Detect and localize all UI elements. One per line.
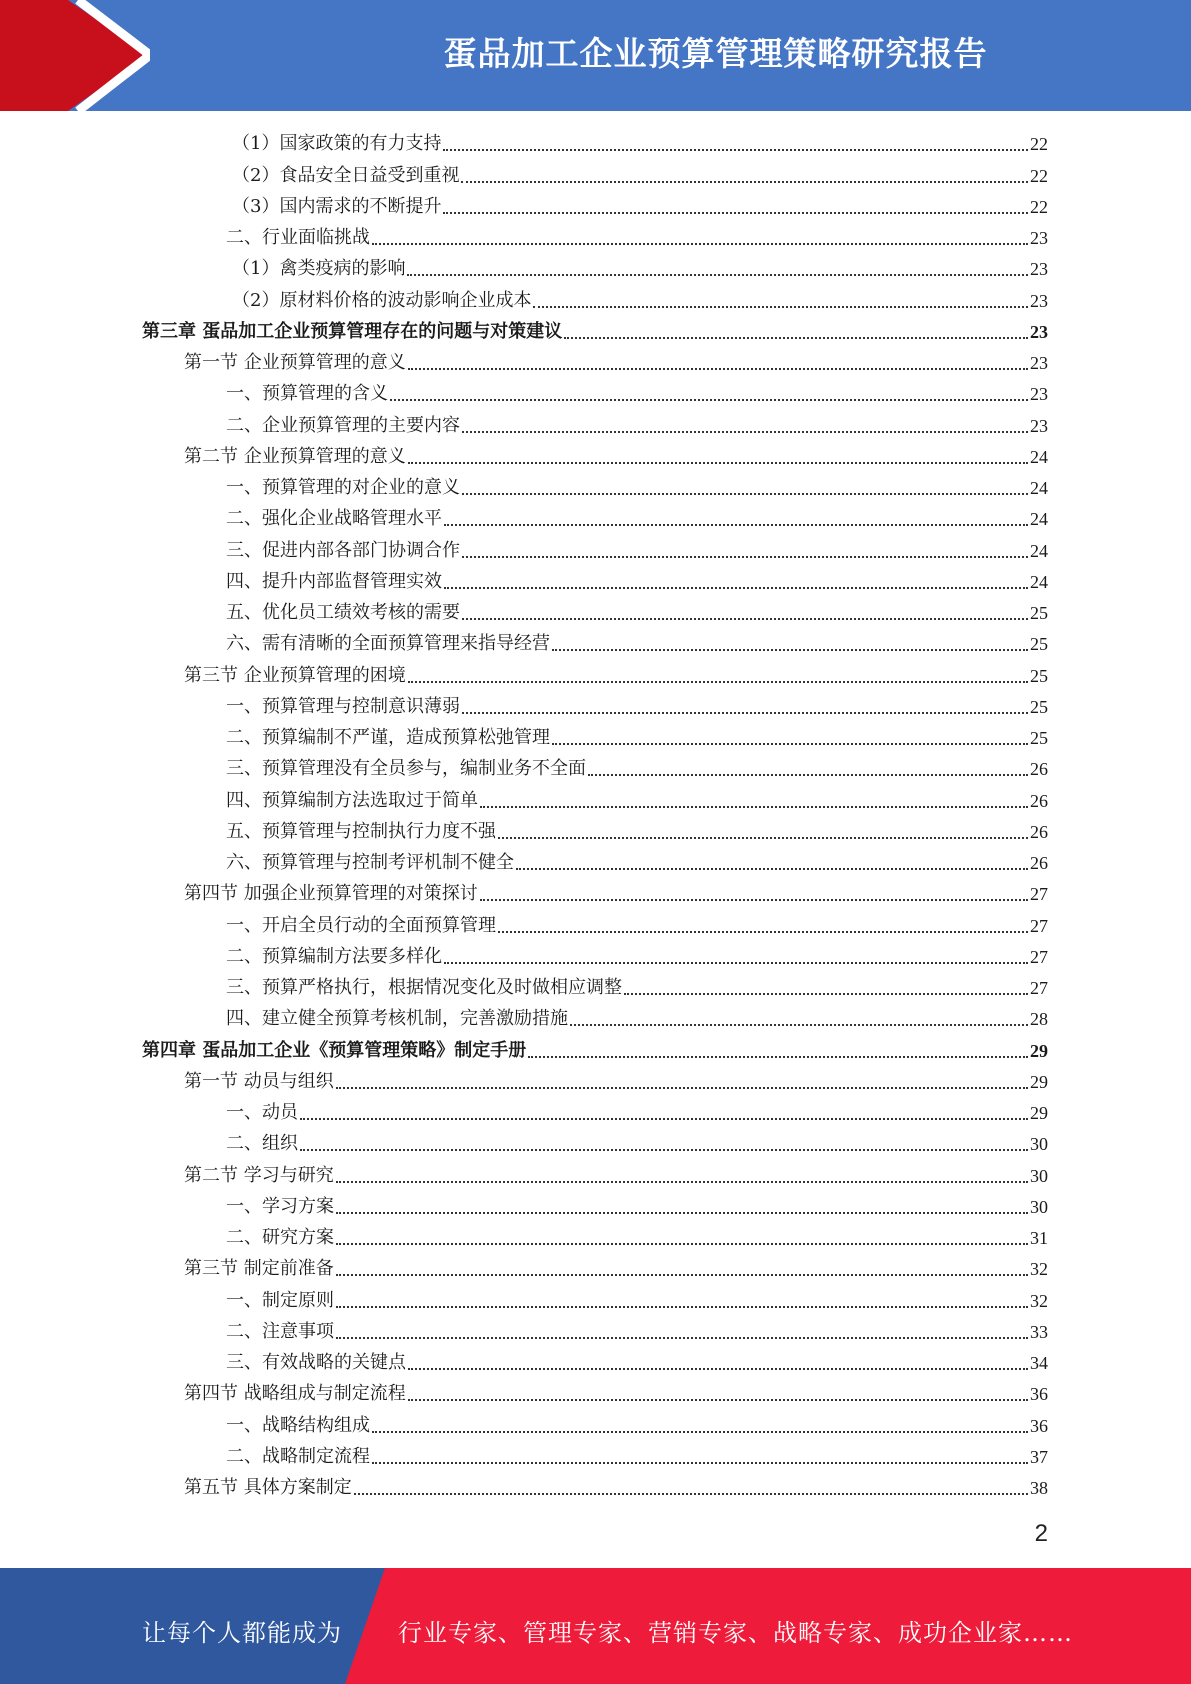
toc-entry[interactable] (142, 878, 1048, 909)
toc-entry-page-number: 23 (1030, 321, 1048, 342)
toc-entry[interactable] (142, 347, 1048, 378)
toc-entry[interactable] (142, 597, 1048, 628)
toc-entry-title: 第一节 企业预算管理的意义 (184, 352, 406, 373)
toc-entry-title: 第三章 蛋品加工企业预算管理存在的问题与对策建议 (142, 320, 563, 342)
toc-entry-page-number: 23 (1030, 290, 1048, 311)
toc-dot-leader (408, 461, 1028, 464)
toc-dot-leader (444, 586, 1028, 589)
toc-entry-page-number: 26 (1030, 790, 1048, 811)
toc-dot-leader (552, 648, 1028, 651)
toc-entry-title: 二、预算编制不严谨，造成预算松弛管理 (226, 727, 550, 748)
toc-entry-page-number: 31 (1030, 1228, 1048, 1248)
header-red-chevron (0, 0, 148, 111)
toc-entry-page-number: 32 (1030, 1259, 1048, 1280)
toc-entry-page-number: 24 (1030, 571, 1048, 592)
toc-entry[interactable] (142, 1097, 1048, 1128)
table-of-contents (142, 128, 1048, 1503)
toc-entry[interactable] (142, 1066, 1048, 1097)
toc-entry-title: 六、需有清晰的全面预算管理来指导经营 (226, 633, 550, 655)
toc-entry-title: 一、战略结构组成 (226, 1414, 370, 1436)
toc-entry[interactable] (142, 784, 1048, 815)
toc-dot-leader (354, 1492, 1028, 1495)
toc-entry[interactable] (142, 628, 1048, 659)
toc-entry-page-number: 30 (1030, 1134, 1048, 1155)
toc-entry-page-number: 23 (1030, 353, 1048, 373)
toc-entry-title: （2）食品安全日益受到重视 (232, 164, 460, 186)
toc-dot-leader (533, 305, 1028, 308)
toc-entry[interactable] (142, 1441, 1048, 1472)
toc-entry-page-number: 27 (1030, 915, 1048, 936)
toc-dot-leader (408, 367, 1028, 370)
toc-entry-page-number: 36 (1030, 1384, 1048, 1405)
toc-dot-leader (444, 523, 1028, 526)
toc-entry-title: 四、提升内部监督管理实效 (226, 570, 442, 592)
toc-entry-title: 一、预算管理的对企业的意义 (226, 477, 460, 498)
toc-dot-leader (372, 1430, 1028, 1433)
toc-entry-page-number: 27 (1030, 946, 1048, 967)
toc-entry-page-number: 26 (1030, 759, 1048, 780)
toc-entry-page-number: 24 (1030, 446, 1048, 467)
toc-entry[interactable] (142, 1159, 1048, 1190)
toc-entry-title: （3）国内需求的不断提升 (232, 195, 442, 217)
toc-entry[interactable] (142, 316, 1048, 347)
toc-dot-leader (498, 930, 1028, 933)
toc-entry[interactable] (142, 1128, 1048, 1159)
toc-entry-page-number: 28 (1030, 1009, 1048, 1030)
toc-dot-leader (588, 773, 1028, 776)
toc-entry[interactable] (142, 159, 1048, 190)
toc-entry-title: 一、预算管理与控制意识薄弱 (226, 695, 460, 717)
header-red-arrow-decoration (0, 0, 150, 111)
toc-dot-leader (336, 1273, 1028, 1276)
toc-entry-page-number: 29 (1030, 1071, 1048, 1092)
toc-entry-page-number: 22 (1030, 165, 1048, 186)
toc-entry-title: 五、优化员工绩效考核的需要 (226, 602, 460, 623)
toc-entry-title: 第一节 动员与组织 (184, 1070, 334, 1092)
toc-entry-title: 二、组织 (226, 1133, 298, 1155)
toc-entry[interactable] (142, 1409, 1048, 1440)
toc-entry-title: 三、有效战略的关键点 (226, 1352, 406, 1373)
toc-entry-page-number: 26 (1030, 821, 1048, 842)
toc-entry[interactable] (142, 1347, 1048, 1378)
toc-entry[interactable] (142, 128, 1048, 159)
toc-entry-title: 三、预算管理没有全员参与，编制业务不全面 (226, 758, 586, 780)
toc-entry-title: （1）国家政策的有力支持 (232, 133, 442, 155)
toc-entry[interactable] (142, 909, 1048, 940)
toc-entry-title: 三、促进内部各部门协调合作 (226, 539, 460, 561)
toc-dot-leader (462, 555, 1028, 558)
toc-entry[interactable] (142, 941, 1048, 972)
toc-entry-page-number: 29 (1030, 1040, 1048, 1061)
toc-entry-title: 二、注意事项 (226, 1320, 334, 1342)
toc-entry-page-number: 30 (1030, 1196, 1048, 1217)
page-footer (0, 1568, 1191, 1684)
toc-entry[interactable] (142, 1253, 1048, 1284)
toc-dot-leader (336, 1211, 1028, 1214)
toc-entry-title: （2）原材料价格的波动影响企业成本 (232, 289, 532, 311)
toc-entry[interactable] (142, 1284, 1048, 1315)
toc-entry-page-number: 38 (1030, 1478, 1048, 1498)
toc-dot-leader (570, 1023, 1028, 1026)
toc-entry-title: 一、动员 (226, 1102, 298, 1123)
toc-dot-leader (498, 836, 1028, 839)
toc-entry-page-number: 36 (1030, 1415, 1048, 1436)
toc-dot-leader (528, 1055, 1028, 1058)
toc-entry-page-number: 25 (1030, 696, 1048, 717)
toc-dot-leader (480, 898, 1028, 901)
toc-entry-title: 一、学习方案 (226, 1195, 334, 1217)
toc-entry-page-number: 24 (1030, 540, 1048, 561)
toc-entry-title: 第五节 具体方案制定 (184, 1477, 352, 1498)
toc-dot-leader (461, 180, 1028, 183)
toc-dot-leader (372, 1461, 1028, 1464)
toc-dot-leader (444, 961, 1028, 964)
toc-entry-title: 五、预算管理与控制执行力度不强 (226, 820, 496, 842)
toc-dot-leader (624, 992, 1028, 995)
toc-entry-title: 二、企业预算管理的主要内容 (226, 414, 460, 436)
toc-entry-page-number: 34 (1030, 1353, 1048, 1373)
toc-entry[interactable] (142, 222, 1048, 253)
toc-dot-leader (336, 1180, 1028, 1183)
toc-entry-title: 第二节 学习与研究 (184, 1164, 334, 1186)
toc-entry-page-number: 25 (1030, 728, 1048, 748)
toc-entry-title: 一、制定原则 (226, 1289, 334, 1311)
toc-entry-title: （1）禽类疫病的影响 (232, 258, 406, 280)
toc-entry-title: 第四节 战略组成与制定流程 (184, 1383, 406, 1405)
toc-entry[interactable] (142, 1378, 1048, 1409)
toc-entry-page-number: 23 (1030, 415, 1048, 436)
footer-slogan-left: 让每个人都能成为 (142, 1619, 342, 1647)
toc-dot-leader (408, 1367, 1028, 1370)
toc-entry-page-number: 23 (1030, 228, 1048, 248)
toc-entry[interactable] (142, 191, 1048, 222)
toc-dot-leader (443, 148, 1028, 151)
toc-entry-title: 四、建立健全预算考核机制，完善激励措施 (226, 1008, 568, 1030)
toc-entry-title: 二、预算编制方法要多样化 (226, 945, 442, 967)
toc-entry[interactable] (142, 753, 1048, 784)
toc-entry-title: 一、开启全员行动的全面预算管理 (226, 914, 496, 936)
report-title: 蛋品加工企业预算管理策略研究报告 (443, 34, 988, 73)
toc-entry-title: 二、强化企业战略管理水平 (226, 508, 442, 530)
toc-entry-page-number: 24 (1030, 478, 1048, 498)
toc-entry-title: 第三节 企业预算管理的困境 (184, 664, 406, 686)
toc-entry-page-number: 22 (1030, 134, 1048, 155)
toc-entry-page-number: 26 (1030, 853, 1048, 873)
toc-entry-page-number: 30 (1030, 1165, 1048, 1186)
toc-entry-title: 四、预算编制方法选取过于简单 (226, 789, 478, 811)
toc-entry-title: 第四章 蛋品加工企业《预算管理策略》制定手册 (142, 1039, 527, 1061)
toc-entry[interactable] (142, 472, 1048, 503)
toc-entry[interactable] (142, 972, 1048, 1003)
toc-entry-page-number: 25 (1030, 634, 1048, 655)
toc-entry[interactable] (142, 503, 1048, 534)
toc-entry-page-number: 23 (1030, 259, 1048, 280)
toc-entry-page-number: 25 (1030, 665, 1048, 686)
toc-dot-leader (552, 742, 1028, 745)
toc-entry[interactable] (142, 1003, 1048, 1034)
toc-entry-page-number: 25 (1030, 603, 1048, 623)
toc-entry-title: 第三节 制定前准备 (184, 1258, 334, 1280)
toc-entry[interactable] (142, 378, 1048, 409)
toc-entry[interactable] (142, 1222, 1048, 1253)
toc-entry[interactable] (142, 566, 1048, 597)
toc-dot-leader (336, 1305, 1028, 1308)
page-number: 2 (1034, 1520, 1048, 1547)
toc-entry-title: 二、研究方案 (226, 1227, 334, 1248)
toc-entry-page-number: 22 (1030, 196, 1048, 217)
toc-entry[interactable] (142, 1472, 1048, 1503)
page-header (0, 0, 1191, 111)
toc-entry[interactable] (142, 441, 1048, 472)
toc-entry-page-number: 27 (1030, 978, 1048, 998)
toc-entry[interactable] (142, 253, 1048, 284)
toc-dot-leader (564, 336, 1028, 339)
toc-entry-page-number: 24 (1030, 509, 1048, 530)
toc-entry[interactable] (142, 1034, 1048, 1065)
toc-dot-leader (462, 492, 1028, 495)
toc-entry[interactable] (142, 722, 1048, 753)
toc-entry-title: 第二节 企业预算管理的意义 (184, 445, 406, 467)
toc-entry[interactable] (142, 284, 1048, 315)
toc-entry[interactable] (142, 659, 1048, 690)
toc-entry-page-number: 32 (1030, 1290, 1048, 1311)
toc-entry-title: 一、预算管理的含义 (226, 383, 388, 405)
toc-entry[interactable] (142, 847, 1048, 878)
toc-entry-title: 六、预算管理与控制考评机制不健全 (226, 852, 514, 873)
toc-dot-leader (462, 617, 1028, 620)
footer-slogan-right: 行业专家、管理专家、营销专家、战略专家、成功企业家…… (398, 1619, 1073, 1647)
toc-entry[interactable] (142, 1191, 1048, 1222)
toc-dot-leader (390, 398, 1028, 401)
toc-dot-leader (462, 711, 1028, 714)
toc-entry-title: 二、行业面临挑战 (226, 227, 370, 248)
toc-entry[interactable] (142, 534, 1048, 565)
toc-dot-leader (336, 1336, 1028, 1339)
toc-entry-title: 三、预算严格执行，根据情况变化及时做相应调整 (226, 977, 622, 998)
toc-dot-leader (516, 867, 1028, 870)
toc-dot-leader (300, 1117, 1028, 1120)
toc-dot-leader (407, 273, 1028, 276)
toc-dot-leader (480, 805, 1028, 808)
toc-entry-page-number: 29 (1030, 1103, 1048, 1123)
toc-entry[interactable] (142, 1316, 1048, 1347)
toc-dot-leader (372, 242, 1028, 245)
toc-dot-leader (443, 211, 1028, 214)
toc-dot-leader (408, 1398, 1028, 1401)
toc-dot-leader (462, 430, 1028, 433)
toc-dot-leader (300, 1148, 1028, 1151)
toc-entry-page-number: 23 (1030, 384, 1048, 405)
toc-entry-title: 二、战略制定流程 (226, 1445, 370, 1467)
toc-entry-page-number: 27 (1030, 884, 1048, 905)
toc-entry-title: 第四节 加强企业预算管理的对策探讨 (184, 883, 478, 905)
toc-entry[interactable] (142, 691, 1048, 722)
toc-entry[interactable] (142, 816, 1048, 847)
toc-entry-page-number: 37 (1030, 1446, 1048, 1467)
toc-entry-page-number: 33 (1030, 1321, 1048, 1342)
toc-dot-leader (336, 1086, 1028, 1089)
toc-dot-leader (408, 680, 1028, 683)
toc-entry[interactable] (142, 409, 1048, 440)
toc-dot-leader (336, 1242, 1028, 1245)
